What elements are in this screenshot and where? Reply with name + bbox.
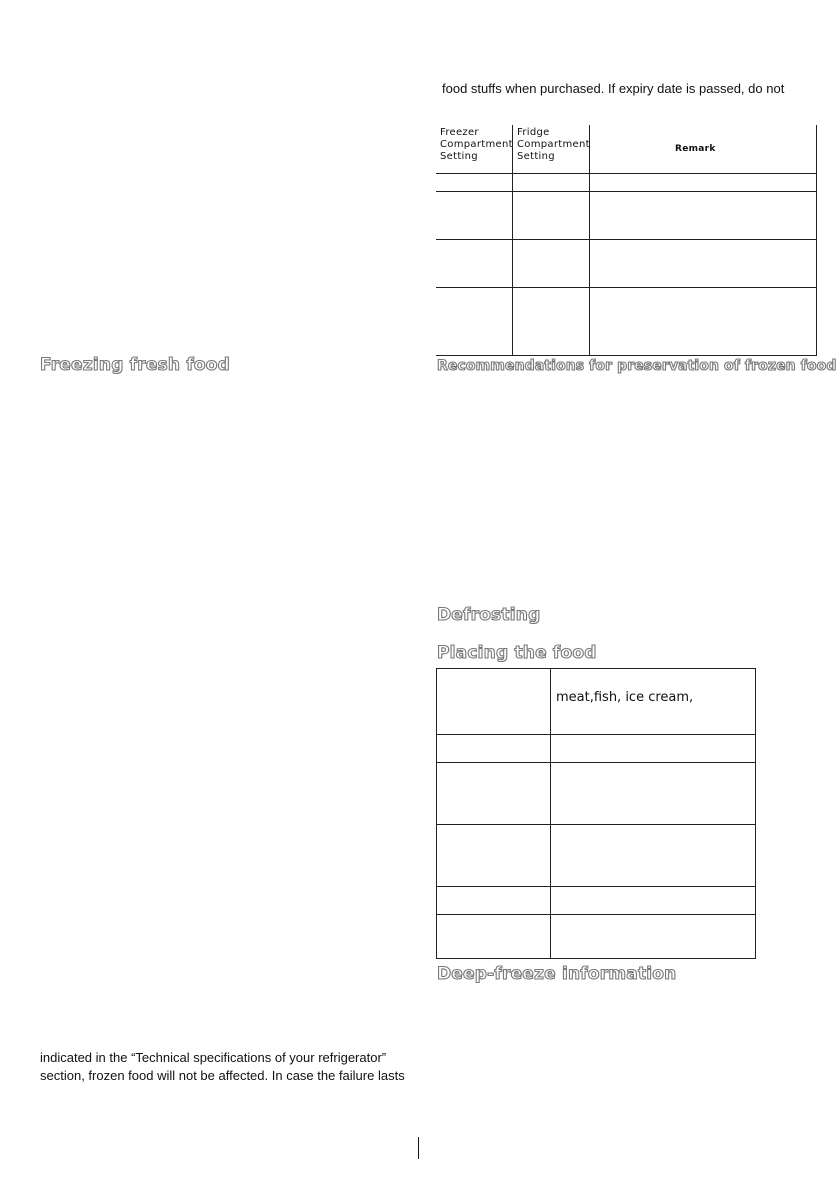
table-rule	[436, 191, 817, 192]
heading-freezing-fresh-food: Freezing fresh food	[40, 355, 231, 375]
table-rule	[436, 824, 756, 825]
table-rule	[436, 734, 756, 735]
table-divider	[550, 668, 551, 959]
table-rule	[436, 762, 756, 763]
heading-defrosting: Defrosting	[437, 605, 541, 625]
placing-table-cell: meat,fish, ice cream,	[556, 690, 694, 705]
table-frame	[436, 668, 756, 959]
table-rule	[436, 914, 756, 915]
bottom-text-line-2: section, frozen food will not be affected. In case the failure lasts	[40, 1068, 405, 1083]
heading-placing-food: Placing the food	[437, 643, 597, 663]
heading-deep-freeze: Deep-freeze information	[437, 964, 677, 984]
bottom-text-line-1: indicated in the “Technical specifications of your refrigerator”	[40, 1050, 387, 1065]
table-rule	[436, 886, 756, 887]
table-divider	[816, 125, 817, 356]
table-rule	[436, 287, 817, 288]
table-rule	[436, 173, 817, 174]
table-rule	[436, 239, 817, 240]
page-marker	[418, 1137, 419, 1159]
heading-recommendations: Recommendations for preservation of frozen food	[437, 358, 837, 374]
placing-table	[436, 668, 756, 959]
top-text-line: food stuffs when purchased. If expiry date is passed, do not	[442, 81, 785, 96]
header-fridge-setting: Fridge Compartment Setting	[517, 127, 590, 162]
header-remark: Remark	[675, 144, 716, 154]
header-freezer-setting: Freezer Compartment Setting	[440, 127, 513, 162]
table-rule	[436, 355, 817, 356]
settings-table	[436, 125, 817, 356]
